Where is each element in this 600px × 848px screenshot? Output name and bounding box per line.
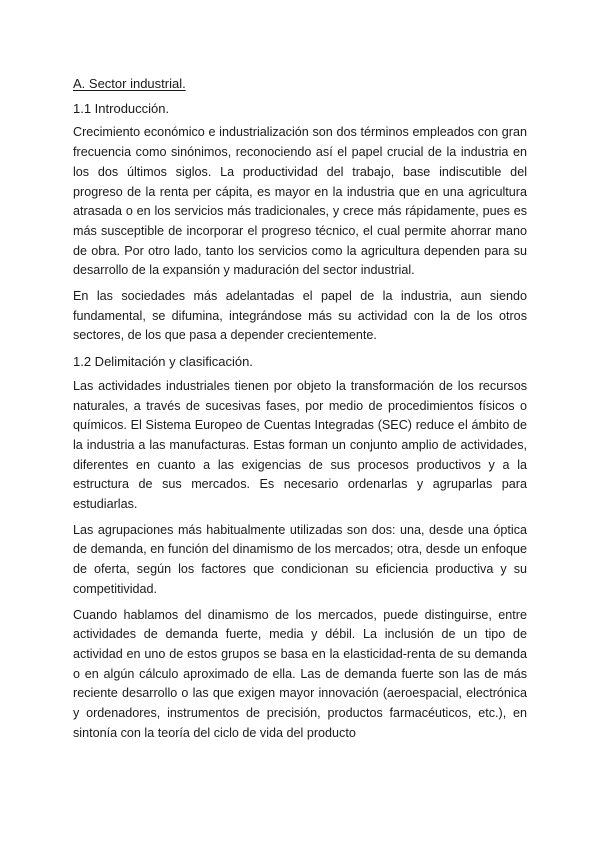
paragraph: Cuando hablamos del dinamismo de los mercados, puede distinguirse, entre actividades de demanda fuerte, media y débil. La inclusión de un tipo de actividad en uno de estos grupos se basa en la elasticidad-renta de su demanda o en algún cálculo aproximado de ella. Las de demanda fuerte son las de más reciente desarrollo o las que exigen mayor innovación (aeroespacial, electrónica y ordenadores, instrumentos de precisión, productos farmacéuticos, etc.), en sintonía con la teoría del ciclo de vida del producto — [73, 607, 527, 740]
document-page — [73, 74, 527, 750]
subsection-title-delimitacion: 1.2 Delimitación y clasificación. — [73, 354, 253, 370]
paragraph: Las agrupaciones más habitualmente utilizadas son dos: una, desde una óptica de demanda, en función del dinamismo de los mercados; otra, desde un enfoque de oferta, según los factores que condicionan su eficiencia productiva y su competitividad. — [73, 522, 527, 596]
paragraph: En las sociedades más adelantadas el papel de la industria, aun siendo fundamental, se difumina, integrándose más su actividad con la de los otros sectores, de los que pasa a depender crecientemente. — [73, 289, 527, 343]
paragraph: Las actividades industriales tienen por objeto la transformación de los recursos naturales, a través de sucesivas fases, por medio de procedimientos físicos o químicos. El Sistema Europeo de Cuentas Integradas (SEC) reduce el ámbito de la industria a las manufacturas. Estas forman un conjunto amplio de actividades, diferentes en cuanto a las exigencias de sus procesos productivos y a la estructura de sus mercados. Es necesario ordenarlas y agruparlas para estudiarlas. — [73, 378, 527, 512]
paragraph: Crecimiento económico e industrialización son dos términos empleados con gran frecuencia como sinónimos, reconociendo así el papel crucial de la industria en los dos últimos siglos. La productividad del trabajo, base indiscutible del progreso de la renta per cápita, es mayor en la industria que en una agricultura atrasada o en los servicios más tradicionales, y crece más rápidamente, pues es más susceptible de incorporar el progreso técnico, el cual permite ahorrar mano de obra. Por otro lado, tanto los servicios como la agricultura dependen para su desarrollo de la expansión y maduración del sector industrial. — [73, 125, 527, 278]
subsection-title-introduccion: 1.1 Introducción. — [73, 100, 170, 116]
section-title: A. Sector industrial. — [73, 76, 186, 91]
